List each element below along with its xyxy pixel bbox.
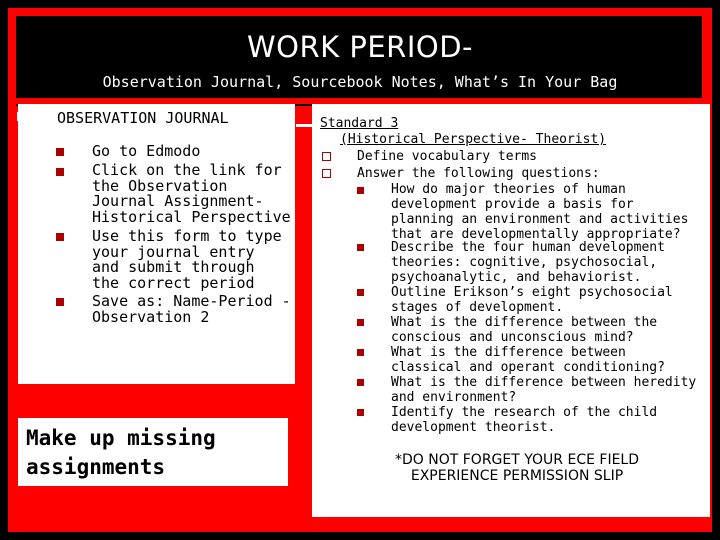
square-bullet-icon (357, 349, 364, 356)
spacer-strip (296, 124, 312, 127)
question-7: Identify the research of the child development theorist. (391, 405, 658, 435)
question-6: What is the difference between heredity and environment? (391, 375, 697, 405)
question-2: Describe the four human development theories: cognitive, psychosocial, psychoanalytic, and behaviorist. (391, 240, 665, 285)
square-bullet-icon (322, 169, 331, 178)
square-bullet-icon (56, 168, 64, 176)
slide-subtitle: Observation Journal, Sourcebook Notes, What’s In Your Bag (102, 73, 618, 91)
square-bullet-icon (56, 233, 64, 241)
square-bullet-icon (357, 244, 364, 251)
standard-heading: Standard 3 (320, 116, 399, 131)
square-bullet-icon (357, 289, 364, 296)
point-2: Answer the following questions: (357, 166, 600, 181)
slide-title: WORK PERIOD- (246, 30, 474, 64)
question-5: What is the difference between classical and operant conditioning? (391, 345, 665, 375)
left-item-1: Go to Edmodo (92, 142, 201, 160)
square-bullet-icon (17, 112, 26, 121)
square-bullet-icon (322, 152, 331, 161)
square-bullet-icon (357, 379, 364, 386)
permission-slip-reminder: *DO NOT FORGET YOUR ECE FIELD EXPERIENCE PERMISSION SLIP (395, 452, 639, 484)
square-bullet-icon (56, 298, 64, 306)
standard-subheading: (Historical Perspective- Theorist) (340, 132, 607, 147)
left-item-3: Use this form to type your journal entry and submit through the correct period (92, 227, 282, 292)
square-bullet-icon (357, 187, 364, 194)
square-bullet-icon (56, 148, 64, 156)
left-item-2: Click on the link for the Observation Journal Assignment- Historical Perspective (92, 161, 291, 226)
square-bullet-icon (357, 319, 364, 326)
question-3: Outline Erikson’s eight psychosocial stages of development. (391, 285, 673, 315)
question-1: How do major theories of human development provide a basis for planning an environment and activities that are developmentally appropriate? (391, 182, 689, 242)
question-4: What is the difference between the conscious and unconscious mind? (391, 315, 658, 345)
square-bullet-icon (357, 409, 364, 416)
left-item-4: Save as: Name-Period -Observation 2 (92, 292, 291, 326)
makeup-text: Make up missing assignments (26, 426, 216, 479)
observation-journal-heading: OBSERVATION JOURNAL (57, 109, 229, 127)
point-1: Define vocabulary terms (357, 149, 538, 164)
